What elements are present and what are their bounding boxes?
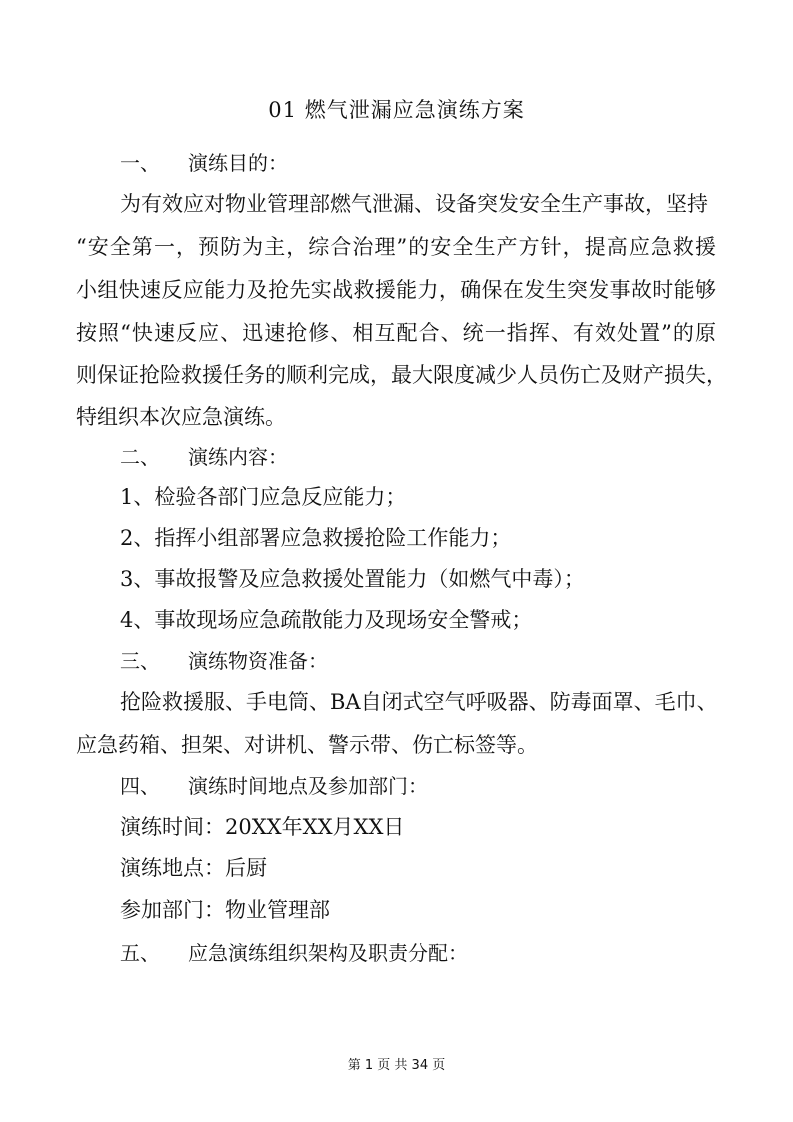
list-item: 3、事故报警及应急救援处置能力（如燃气中毒）； — [120, 567, 585, 591]
paragraph-line: 则保证抢险救援任务的顺利完成，最大限度减少人员伤亡及财产损失， — [76, 363, 727, 387]
section-number: 一、 — [120, 151, 160, 175]
section-label: 演练内容： — [188, 445, 288, 469]
paragraph-line: 应急药箱、担架、对讲机、警示带、伤亡标签等。 — [76, 733, 538, 757]
section-number: 三、 — [120, 649, 160, 673]
paragraph-line: 按照“快速反应、迅速抢修、相互配合、统一指挥、有效处置”的原 — [76, 321, 716, 345]
document-title: 01 燃气泄漏应急演练方案 — [268, 98, 525, 122]
section-number: 二、 — [120, 445, 160, 469]
section-label: 演练目的： — [188, 151, 288, 175]
section-label: 演练物资准备： — [188, 649, 328, 673]
page-footer: 第 1 页 共 34 页 — [347, 1058, 446, 1073]
section-heading-5 — [120, 937, 468, 966]
section-number: 四、 — [120, 774, 160, 798]
section-heading-1 — [120, 147, 288, 176]
list-item: 4、事故现场应急疏散能力及现场安全警戒； — [120, 608, 533, 632]
drill-place: 演练地点：后厨 — [120, 856, 267, 880]
paragraph-line: 为有效应对物业管理部燃气泄漏、设备突发安全生产事故，坚持 — [120, 192, 708, 216]
section-label: 应急演练组织架构及职责分配： — [188, 941, 468, 965]
paragraph-line: 小组快速反应能力及抢先实战救援能力，确保在发生突发事故时能够 — [76, 278, 716, 302]
paragraph-line: 抢险救援服、手电筒、BA自闭式空气呼吸器、防毒面罩、毛巾、 — [120, 690, 718, 714]
list-item: 2、指挥小组部署应急救援抢险工作能力； — [120, 526, 512, 550]
section-heading-3 — [120, 645, 328, 674]
section-label: 演练时间地点及参加部门： — [188, 774, 428, 798]
list-item: 1、检验各部门应急反应能力； — [120, 485, 407, 509]
section-number: 五、 — [120, 941, 160, 965]
paragraph-line: “安全第一，预防为主，综合治理”的安全生产方针，提高应急救援 — [76, 235, 716, 259]
section-heading-2 — [120, 441, 288, 470]
section-heading-4 — [120, 770, 428, 799]
drill-time: 演练时间：20XX年XX月XX日 — [120, 815, 405, 839]
paragraph-line: 特组织本次应急演练。 — [76, 405, 286, 429]
drill-department: 参加部门：物业管理部 — [120, 898, 330, 922]
